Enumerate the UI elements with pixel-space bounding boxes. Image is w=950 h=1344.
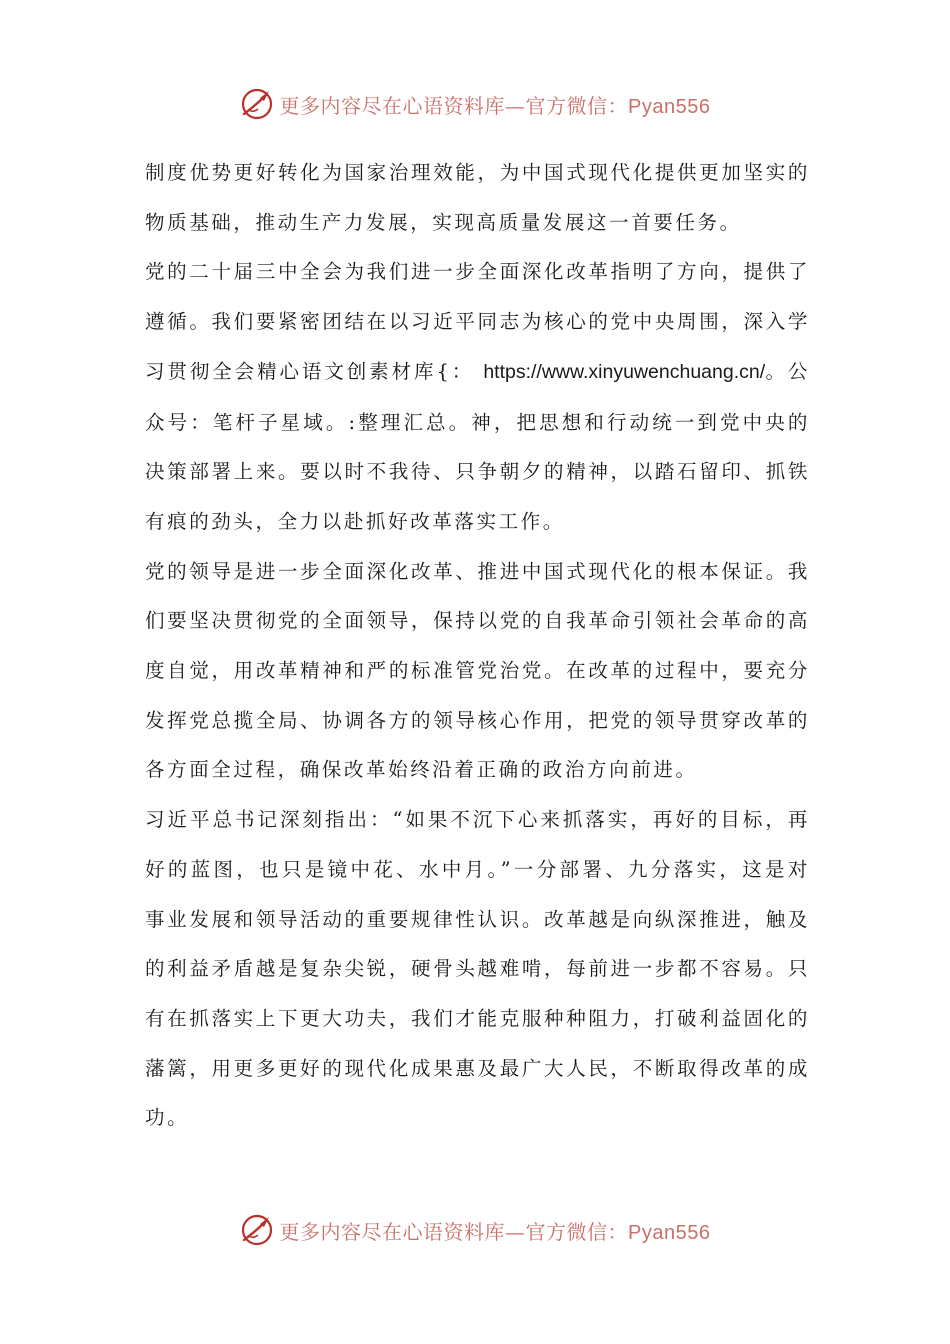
banner-text: 更多内容尽在心语资料库—官方微信：Pyan556: [279, 93, 711, 118]
footer-banner: [0, 1210, 950, 1250]
paragraph-3: 党的领导是进一步全面深化改革、推进中国式现代化的根本保证。我们要坚决贯彻党的全面领导，保持以党的自我革命引领社会革命的高度自觉，用改革精神和严的标准管党治党。在改革的过程中，要充分发挥党总揽全局、协调各方的领导核心作用，把党的领导贯穿改革的各方面全过程，确保改革始终沿着正确的政治方向前进。: [145, 559, 810, 782]
source-url: https://www.xinyuwenchuang.cn/: [483, 360, 766, 383]
paragraph-2-lead: 党的二十届三中全会为我们进一步全面深化改革指明了方向，提供了遵循。我们要紧密团结在以习近平同志为核心的党中央周围，深入学习贯彻全会精心语文创素材库{：: [145, 260, 810, 383]
banner-text: 更多内容尽在心语资料库—官方微信：Pyan556: [279, 1219, 711, 1244]
wechat-id: Pyan556: [628, 95, 711, 118]
body-text: [145, 148, 810, 1143]
paragraph-2: [145, 247, 810, 546]
paragraph-1: 制度优势更好转化为国家治理效能，为中国式现代化提供更加坚实的物质基础，推动生产力发展，实现高质量发展这一首要任务。: [145, 161, 810, 234]
pen-in-circle-icon: [240, 87, 274, 121]
pen-in-circle-icon: [240, 1213, 274, 1247]
wechat-id: Pyan556: [628, 1221, 711, 1244]
paragraph-2-rest: 。公众号：笔杆子星域。:整理汇总。神，把思想和行动统一到党中央的决策部署上来。要以时不我待、只争朝夕的精神，以踏石留印、抓铁有痕的劲头，全力以赴抓好改革落实工作。: [145, 359, 810, 533]
paragraph-4: 习近平总书记深刻指出：“如果不沉下心来抓落实，再好的目标，再好的蓝图，也只是镜中花、水中月。”一分部署、九分落实，这是对事业发展和领导活动的重要规律性认识。改革越是向纵深推进，触及的利益矛盾越是复杂尖锐，硬骨头越难啃，每前进一步都不容易。只有在抓落实上下更大功夫，我们才能克服种种阻力，打破利益固化的藩篱，用更多更好的现代化成果惠及最广大人民，不断取得改革的成功。: [145, 808, 810, 1130]
header-banner: [0, 84, 950, 124]
